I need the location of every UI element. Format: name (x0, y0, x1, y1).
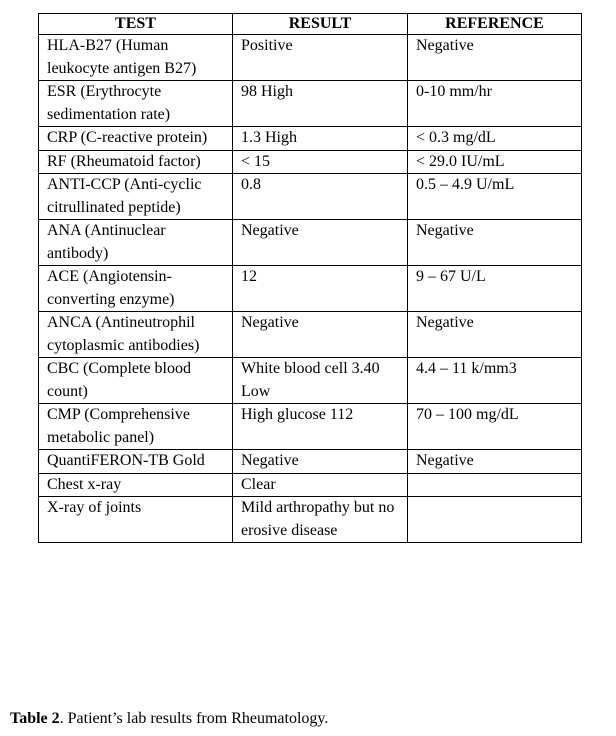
caption-label: Table 2 (10, 710, 60, 727)
table-caption (10, 709, 328, 729)
test-name-cell: ANTI-CCP (Anti-cyclic citrullinated peptide) (39, 174, 233, 220)
test-name-cell: CRP (C-reactive protein) (39, 127, 233, 151)
reference-cell: Negative (408, 450, 582, 474)
test-name-cell: ESR (Erythrocyte sedimentation rate) (39, 81, 233, 127)
table-row (39, 150, 582, 174)
reference-cell (408, 497, 582, 543)
test-name-cell: CBC (Complete blood count) (39, 358, 233, 404)
test-name-cell: HLA-B27 (Human leukocyte antigen B27) (39, 35, 233, 81)
result-cell: Negative (233, 312, 408, 358)
result-cell: 1.3 High (233, 127, 408, 151)
table-row (39, 312, 582, 358)
result-cell: < 15 (233, 150, 408, 174)
header-reference: REFERENCE (408, 14, 582, 35)
table-row (39, 473, 582, 497)
reference-cell (408, 473, 582, 497)
table-row (39, 127, 582, 151)
test-name-cell: ANCA (Antineutrophil cytoplasmic antibodies) (39, 312, 233, 358)
reference-cell: 4.4 – 11 k/mm3 (408, 358, 582, 404)
header-result: RESULT (233, 14, 408, 35)
result-cell: 98 High (233, 81, 408, 127)
reference-cell: 0.5 – 4.9 U/mL (408, 174, 582, 220)
test-name-cell: QuantiFERON-TB Gold (39, 450, 233, 474)
reference-cell: < 0.3 mg/dL (408, 127, 582, 151)
result-cell: Mild arthropathy but no erosive disease (233, 497, 408, 543)
result-cell: White blood cell 3.40 Low (233, 358, 408, 404)
result-cell: High glucose 112 (233, 404, 408, 450)
test-name-cell: CMP (Comprehensive metabolic panel) (39, 404, 233, 450)
table-row (39, 35, 582, 81)
result-cell: Negative (233, 220, 408, 266)
table-row (39, 497, 582, 543)
result-cell: Negative (233, 450, 408, 474)
test-name-cell: ACE (Angiotensin-converting enzyme) (39, 266, 233, 312)
test-name-cell: Chest x-ray (39, 473, 233, 497)
caption-text: . Patient’s lab results from Rheumatology. (59, 710, 329, 727)
reference-cell: Negative (408, 220, 582, 266)
result-cell: Positive (233, 35, 408, 81)
table-row (39, 81, 582, 127)
test-name-cell: X-ray of joints (39, 497, 233, 543)
table-row (39, 266, 582, 312)
header-row (39, 14, 582, 35)
table-row (39, 358, 582, 404)
header-test: TEST (39, 14, 233, 35)
table-row (39, 220, 582, 266)
result-cell: 0.8 (233, 174, 408, 220)
reference-cell: 9 – 67 U/L (408, 266, 582, 312)
reference-cell: < 29.0 IU/mL (408, 150, 582, 174)
result-cell: Clear (233, 473, 408, 497)
reference-cell: Negative (408, 35, 582, 81)
reference-cell: 70 – 100 mg/dL (408, 404, 582, 450)
reference-cell: Negative (408, 312, 582, 358)
test-name-cell: ANA (Antinuclear antibody) (39, 220, 233, 266)
table-row (39, 404, 582, 450)
table-row (39, 174, 582, 220)
reference-cell: 0-10 mm/hr (408, 81, 582, 127)
table-row (39, 450, 582, 474)
result-cell: 12 (233, 266, 408, 312)
test-name-cell: RF (Rheumatoid factor) (39, 150, 233, 174)
lab-results-table (38, 13, 582, 543)
